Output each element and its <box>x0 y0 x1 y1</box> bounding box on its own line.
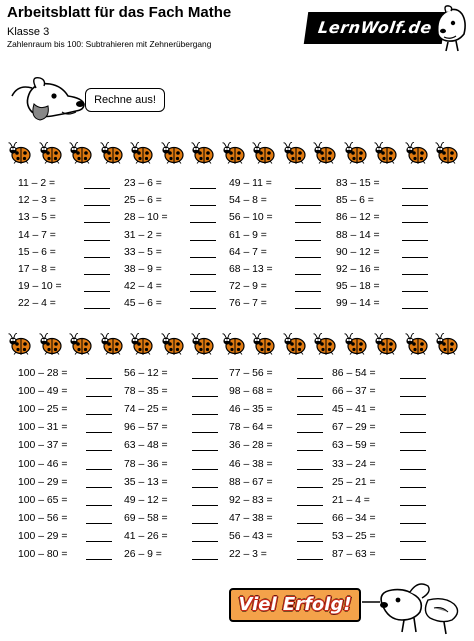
ladybug-icon <box>222 140 246 164</box>
exercise-problem: 96 – 57 = <box>124 422 168 434</box>
answer-blank[interactable] <box>295 291 321 292</box>
ladybug-icon <box>374 331 398 355</box>
answer-blank[interactable] <box>297 469 323 470</box>
answer-blank[interactable] <box>400 396 426 397</box>
answer-blank[interactable] <box>86 487 112 488</box>
exercise-problem: 67 – 29 = <box>332 422 376 434</box>
answer-blank[interactable] <box>86 505 112 506</box>
ladybug-icon <box>252 140 276 164</box>
exercise-problem: 68 – 13 = <box>229 264 273 275</box>
answer-blank[interactable] <box>86 378 112 379</box>
exercise-problem: 28 – 10 = <box>124 212 168 224</box>
ladybug-divider-top <box>8 140 468 166</box>
answer-blank[interactable] <box>86 541 112 542</box>
ladybug-icon <box>191 331 215 355</box>
exercise-problem: 35 – 13 = <box>124 476 168 488</box>
answer-blank[interactable] <box>402 222 428 223</box>
exercise-problem: 86 – 12 = <box>336 212 380 224</box>
good-luck-badge: Viel Erfolg! <box>229 588 361 622</box>
ladybug-icon <box>39 331 63 355</box>
answer-blank[interactable] <box>192 414 218 415</box>
answer-blank[interactable] <box>400 523 426 524</box>
exercise-problem: 33 – 5 = <box>124 246 162 258</box>
answer-blank[interactable] <box>400 432 426 433</box>
ladybug-icon <box>100 331 124 355</box>
exercise-problem: 83 – 15 = <box>336 178 380 189</box>
exercise-problem: 90 – 12 = <box>336 246 380 258</box>
exercise-problem: 100 – 80 = <box>18 549 68 560</box>
exercise-problem: 100 – 49 = <box>18 386 68 398</box>
exercise-problem: 69 – 58 = <box>124 512 168 524</box>
ladybug-icon <box>435 331 459 355</box>
ladybug-icon <box>313 140 337 164</box>
ladybug-icon <box>222 331 246 355</box>
answer-blank[interactable] <box>192 396 218 397</box>
answer-blank[interactable] <box>190 222 216 223</box>
exercise-problem: 72 – 9 = <box>229 281 267 293</box>
ladybug-divider-middle <box>8 331 468 357</box>
exercise-problem: 54 – 8 = <box>229 195 267 207</box>
answer-blank[interactable] <box>400 414 426 415</box>
ladybug-icon <box>191 140 215 164</box>
answer-blank[interactable] <box>86 396 112 397</box>
ladybug-icon <box>283 331 307 355</box>
answer-blank[interactable] <box>297 432 323 433</box>
exercise-problem: 15 – 6 = <box>18 246 56 258</box>
answer-blank[interactable] <box>192 559 218 560</box>
answer-blank[interactable] <box>192 487 218 488</box>
answer-blank[interactable] <box>190 291 216 292</box>
ladybug-icon <box>344 331 368 355</box>
answer-blank[interactable] <box>84 240 110 241</box>
answer-blank[interactable] <box>297 559 323 560</box>
answer-blank[interactable] <box>295 308 321 309</box>
exercise-problem: 22 – 4 = <box>18 298 56 310</box>
answer-blank[interactable] <box>86 450 112 451</box>
exercise-problem: 88 – 67 = <box>229 476 273 488</box>
exercise-problem: 14 – 7 = <box>18 229 56 241</box>
ladybug-icon <box>161 331 185 355</box>
footer-dog-icon <box>358 578 468 636</box>
answer-blank[interactable] <box>295 205 321 206</box>
answer-blank[interactable] <box>295 222 321 223</box>
exercise-problem: 13 – 5 = <box>18 212 56 224</box>
answer-blank[interactable] <box>190 240 216 241</box>
exercise-problem: 17 – 8 = <box>18 264 56 275</box>
exercise-problem: 19 – 10 = <box>18 281 62 293</box>
ladybug-icon <box>130 140 154 164</box>
exercise-problem: 53 – 25 = <box>332 530 376 542</box>
exercise-problem: 23 – 6 = <box>124 178 162 189</box>
exercise-problem: 74 – 25 = <box>124 404 168 416</box>
answer-blank[interactable] <box>402 274 428 275</box>
exercise-problem: 66 – 34 = <box>332 512 376 524</box>
answer-blank[interactable] <box>295 274 321 275</box>
exercise-problem: 33 – 24 = <box>332 458 376 470</box>
answer-blank[interactable] <box>192 541 218 542</box>
answer-blank[interactable] <box>297 487 323 488</box>
answer-blank[interactable] <box>297 396 323 397</box>
exercise-problem: 49 – 11 = <box>229 178 272 189</box>
ladybug-icon <box>69 331 93 355</box>
answer-blank[interactable] <box>400 469 426 470</box>
lernwolf-logo <box>306 4 466 52</box>
exercise-problem: 25 – 6 = <box>124 195 162 207</box>
exercise-problem: 77 – 56 = <box>229 368 273 379</box>
answer-blank[interactable] <box>297 450 323 451</box>
exercise-problem: 88 – 14 = <box>336 229 380 241</box>
exercise-problem: 45 – 41 = <box>332 404 376 416</box>
exercise-problem: 56 – 43 = <box>229 530 273 542</box>
exercise-problem: 36 – 28 = <box>229 440 273 452</box>
exercise-problem: 78 – 35 = <box>124 386 168 398</box>
answer-blank[interactable] <box>192 505 218 506</box>
exercise-problem: 56 – 12 = <box>124 368 168 379</box>
exercise-problem: 100 – 37 = <box>18 440 68 452</box>
answer-blank[interactable] <box>192 469 218 470</box>
exercise-problem: 12 – 3 = <box>18 195 56 207</box>
exercise-problem: 66 – 37 = <box>332 386 376 398</box>
logo-dog-icon <box>434 4 468 52</box>
answer-blank[interactable] <box>86 559 112 560</box>
answer-blank[interactable] <box>402 205 428 206</box>
answer-blank[interactable] <box>84 308 110 309</box>
exercise-problem: 46 – 38 = <box>229 458 273 470</box>
answer-blank[interactable] <box>297 414 323 415</box>
exercise-problem: 63 – 59 = <box>332 440 376 452</box>
ladybug-icon <box>283 140 307 164</box>
ladybug-icon <box>8 331 32 355</box>
exercise-problem: 63 – 48 = <box>124 440 168 452</box>
exercise-problem: 78 – 64 = <box>229 422 273 434</box>
answer-blank[interactable] <box>297 541 323 542</box>
ladybug-icon <box>313 331 337 355</box>
answer-blank[interactable] <box>192 432 218 433</box>
answer-blank[interactable] <box>400 541 426 542</box>
exercise-problem: 100 – 29 = <box>18 476 68 488</box>
ladybug-icon <box>8 140 32 164</box>
answer-blank[interactable] <box>86 523 112 524</box>
exercise-problem: 100 – 56 = <box>18 512 68 524</box>
answer-blank[interactable] <box>295 257 321 258</box>
answer-blank[interactable] <box>297 505 323 506</box>
exercise-problem: 46 – 35 = <box>229 404 273 416</box>
grade-label: Klasse 3 <box>7 26 50 38</box>
answer-blank[interactable] <box>192 523 218 524</box>
answer-blank[interactable] <box>190 274 216 275</box>
exercise-problem: 100 – 28 = <box>18 368 68 379</box>
exercise-problem: 38 – 9 = <box>124 264 162 275</box>
exercise-problem: 99 – 14 = <box>336 298 380 310</box>
exercise-problem: 100 – 31 = <box>18 422 68 434</box>
answer-blank[interactable] <box>84 274 110 275</box>
exercise-problem: 41 – 26 = <box>124 530 168 542</box>
logo-text: LernWolf.de <box>304 12 446 44</box>
answer-blank[interactable] <box>190 308 216 309</box>
answer-blank[interactable] <box>84 257 110 258</box>
exercise-problem: 42 – 4 = <box>124 281 162 293</box>
answer-blank[interactable] <box>400 559 426 560</box>
answer-blank[interactable] <box>190 188 216 189</box>
exercise-problem: 100 – 46 = <box>18 458 68 470</box>
exercise-problem: 45 – 6 = <box>124 298 162 310</box>
exercise-problem: 95 – 18 = <box>336 281 380 293</box>
ladybug-icon <box>374 140 398 164</box>
mascot-dog-icon <box>10 74 88 130</box>
exercise-problem: 92 – 83 = <box>229 494 273 506</box>
answer-blank[interactable] <box>86 414 112 415</box>
answer-blank[interactable] <box>402 291 428 292</box>
exercise-problem: 92 – 16 = <box>336 264 380 275</box>
answer-blank[interactable] <box>400 487 426 488</box>
ladybug-icon <box>405 140 429 164</box>
exercise-problem: 22 – 3 = <box>229 549 267 560</box>
answer-blank[interactable] <box>190 257 216 258</box>
ladybug-icon <box>130 331 154 355</box>
answer-blank[interactable] <box>400 505 426 506</box>
exercise-problem: 26 – 9 = <box>124 549 162 560</box>
answer-blank[interactable] <box>402 188 428 189</box>
ladybug-icon <box>39 140 63 164</box>
exercise-problem: 100 – 25 = <box>18 404 68 416</box>
ladybug-icon <box>405 331 429 355</box>
answer-blank[interactable] <box>297 378 323 379</box>
exercise-problem: 25 – 21 = <box>332 476 376 488</box>
answer-blank[interactable] <box>84 188 110 189</box>
answer-blank[interactable] <box>84 205 110 206</box>
exercise-problem: 85 – 6 = <box>336 195 374 207</box>
exercise-problem: 86 – 54 = <box>332 368 376 379</box>
answer-blank[interactable] <box>297 523 323 524</box>
worksheet-title: Arbeitsblatt für das Fach Mathe <box>7 4 232 21</box>
exercise-problem: 47 – 38 = <box>229 512 273 524</box>
ladybug-icon <box>100 140 124 164</box>
ladybug-icon <box>252 331 276 355</box>
answer-blank[interactable] <box>192 378 218 379</box>
exercise-problem: 11 – 2 = <box>18 178 56 189</box>
ladybug-icon <box>161 140 185 164</box>
exercise-problem: 98 – 68 = <box>229 386 273 398</box>
answer-blank[interactable] <box>192 450 218 451</box>
exercise-problem: 31 – 2 = <box>124 229 162 241</box>
answer-blank[interactable] <box>86 469 112 470</box>
exercise-problem: 64 – 7 = <box>229 246 267 258</box>
answer-blank[interactable] <box>400 450 426 451</box>
answer-blank[interactable] <box>84 291 110 292</box>
answer-blank[interactable] <box>295 240 321 241</box>
answer-blank[interactable] <box>402 308 428 309</box>
exercise-problem: 76 – 7 = <box>229 298 267 310</box>
ladybug-icon <box>435 140 459 164</box>
exercise-problem: 49 – 12 = <box>124 494 168 506</box>
exercise-problem: 21 – 4 = <box>332 494 370 506</box>
answer-blank[interactable] <box>400 378 426 379</box>
answer-blank[interactable] <box>190 205 216 206</box>
exercise-problem: 78 – 36 = <box>124 458 168 470</box>
speech-bubble: Rechne aus! <box>85 88 165 112</box>
answer-blank[interactable] <box>402 240 428 241</box>
exercise-problem: 100 – 65 = <box>18 494 68 506</box>
topic-subtitle: Zahlenraum bis 100: Subtrahieren mit Zehnerübergang <box>7 39 212 49</box>
exercise-problem: 61 – 9 = <box>229 229 267 241</box>
ladybug-icon <box>69 140 93 164</box>
exercise-problem: 87 – 63 = <box>332 549 376 560</box>
exercise-problem: 56 – 10 = <box>229 212 273 224</box>
answer-blank[interactable] <box>86 432 112 433</box>
answer-blank[interactable] <box>84 222 110 223</box>
answer-blank[interactable] <box>402 257 428 258</box>
exercise-problem: 100 – 29 = <box>18 530 68 542</box>
answer-blank[interactable] <box>295 188 321 189</box>
ladybug-icon <box>344 140 368 164</box>
